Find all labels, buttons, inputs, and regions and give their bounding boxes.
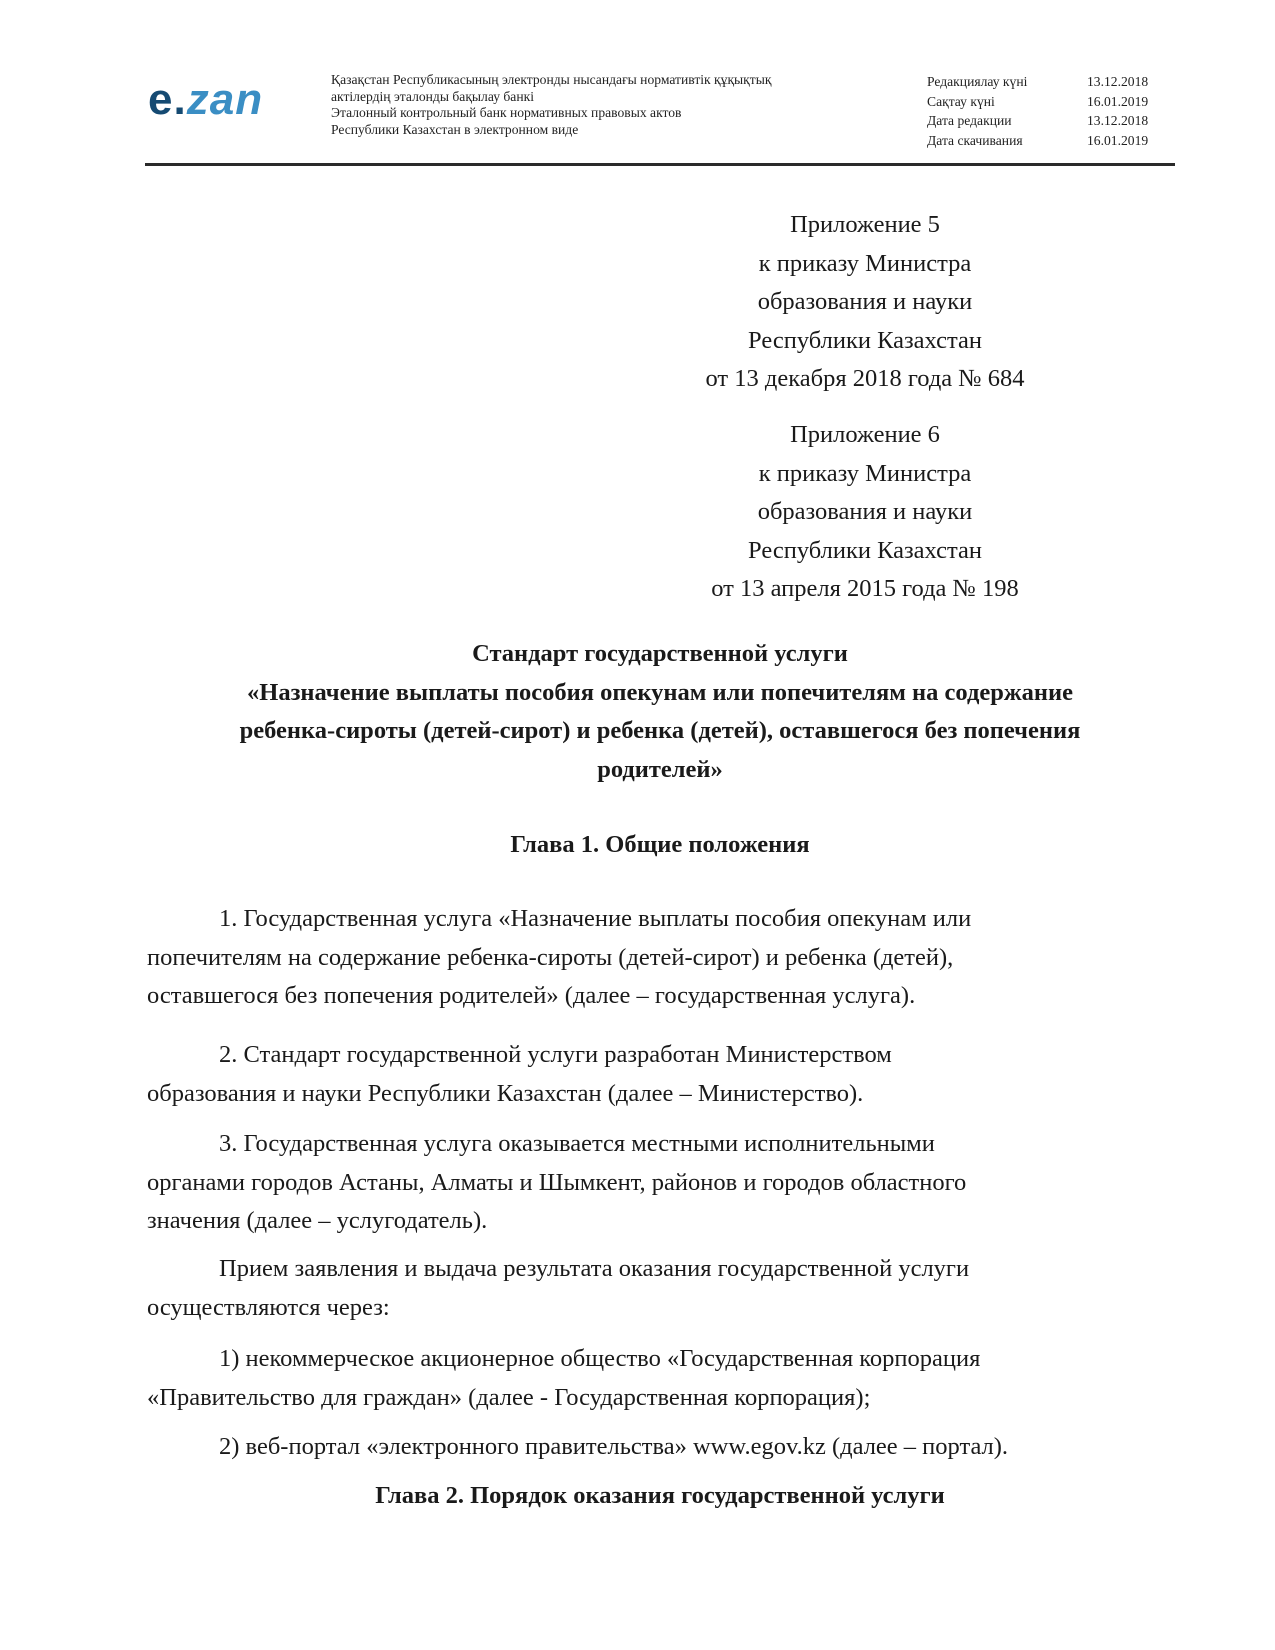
appendix-line: к приказу Министра (758, 459, 972, 487)
header-dates (927, 72, 1148, 150)
date-label: Дата редакции (927, 113, 1012, 128)
date-row (927, 72, 1148, 92)
appendix-5-block (640, 206, 1090, 399)
header-desc-line: актілердің эталонды бақылау банкі (331, 88, 534, 104)
paragraph-line: 2. Стандарт государственной услуги разработан Министерством (219, 1041, 892, 1068)
appendix-line: Приложение 5 (790, 211, 940, 238)
appendix-6-block (640, 416, 1090, 609)
date-label: Редакциялау күні (927, 74, 1028, 89)
date-value: 16.01.2019 (1087, 132, 1149, 148)
title-line: Стандарт государственной услуги (472, 640, 848, 667)
date-value: 16.01.2019 (1087, 93, 1149, 109)
document-title (145, 635, 1175, 789)
title-line: «Назначение выплаты пособия опекунам или попечителям на содержание (247, 678, 1073, 706)
ezan-logo (148, 75, 264, 124)
appendix-line: к приказу Министра (758, 249, 972, 277)
paragraph-line: 3. Государственная услуга оказывается местными исполнительными (219, 1130, 935, 1157)
header-desc-line: Қазақстан Республикасының электронды нысандағы нормативтік құқықтық (331, 72, 772, 87)
chapter-2-heading: Глава 2. Порядок оказания государственной услуги (375, 1482, 945, 1509)
date-row (927, 92, 1148, 112)
logo-zan: zan (186, 75, 264, 124)
paragraph-line: Прием заявления и выдача результата оказания государственной услуги (219, 1255, 970, 1282)
paragraph-5 (147, 1340, 1177, 1417)
paragraph-line: 1. Государственная услуга «Назначение выплаты пособия опекунам или (219, 905, 972, 932)
paragraph-line: 2) веб-портал «электронного правительства» www.egov.kz (далее – портал). (219, 1433, 1009, 1460)
title-line: ребенка-сироты (детей-сирот) и ребенка (детей), оставшегося без попечения (239, 717, 1081, 744)
header-desc-line: Эталонный контрольный банк нормативных правовых актов (331, 105, 682, 120)
date-label: Сақтау күні (927, 93, 995, 109)
header-description (331, 72, 871, 138)
appendix-line: от 13 декабря 2018 года № 684 (705, 365, 1025, 392)
chapter-1-heading: Глава 1. Общие положения (510, 831, 810, 858)
date-row (927, 111, 1148, 131)
title-line: родителей» (597, 755, 723, 783)
appendix-line: Республики Казахстан (748, 536, 982, 564)
paragraph-line: оставшегося без попечения родителей» (далее – государственная услуга). (147, 982, 916, 1009)
paragraph-line: попечителям на содержание ребенка-сироты (детей-сирот) и ребенка (детей), (147, 943, 954, 971)
logo-dot: . (173, 75, 187, 124)
paragraph-line: «Правительство для граждан» (далее - Государственная корпорация); (147, 1383, 871, 1411)
paragraph-3 (147, 1125, 1177, 1241)
appendix-line: от 13 апреля 2015 года № 198 (711, 575, 1019, 602)
appendix-line: образования и науки (757, 498, 973, 525)
paragraph-1 (147, 900, 1177, 1016)
paragraph-line: значения (далее – услугодатель). (147, 1207, 488, 1234)
date-row (927, 131, 1148, 151)
paragraph-line: органами городов Астаны, Алматы и Шымкент, районов и городов областного (147, 1168, 967, 1196)
paragraph-line: 1) некоммерческое акционерное общество «Государственная корпорация (219, 1345, 981, 1372)
appendix-line: образования и науки (757, 288, 973, 315)
date-value: 13.12.2018 (1087, 74, 1149, 89)
paragraph-2 (147, 1036, 1177, 1113)
logo-e: e (148, 75, 174, 124)
paragraph-6 (147, 1428, 1177, 1467)
paragraph-line: осуществляются через: (147, 1293, 390, 1321)
paragraph-4 (147, 1250, 1177, 1327)
header-divider (145, 163, 1175, 166)
paragraph-line: образования и науки Республики Казахстан (далее – Министерство). (147, 1079, 864, 1107)
appendix-line: Республики Казахстан (748, 326, 982, 354)
date-label: Дата скачивания (927, 132, 1023, 148)
header-desc-line: Республики Казахстан в электронном виде (331, 121, 579, 137)
date-value: 13.12.2018 (1087, 113, 1149, 128)
appendix-line: Приложение 6 (790, 421, 940, 448)
